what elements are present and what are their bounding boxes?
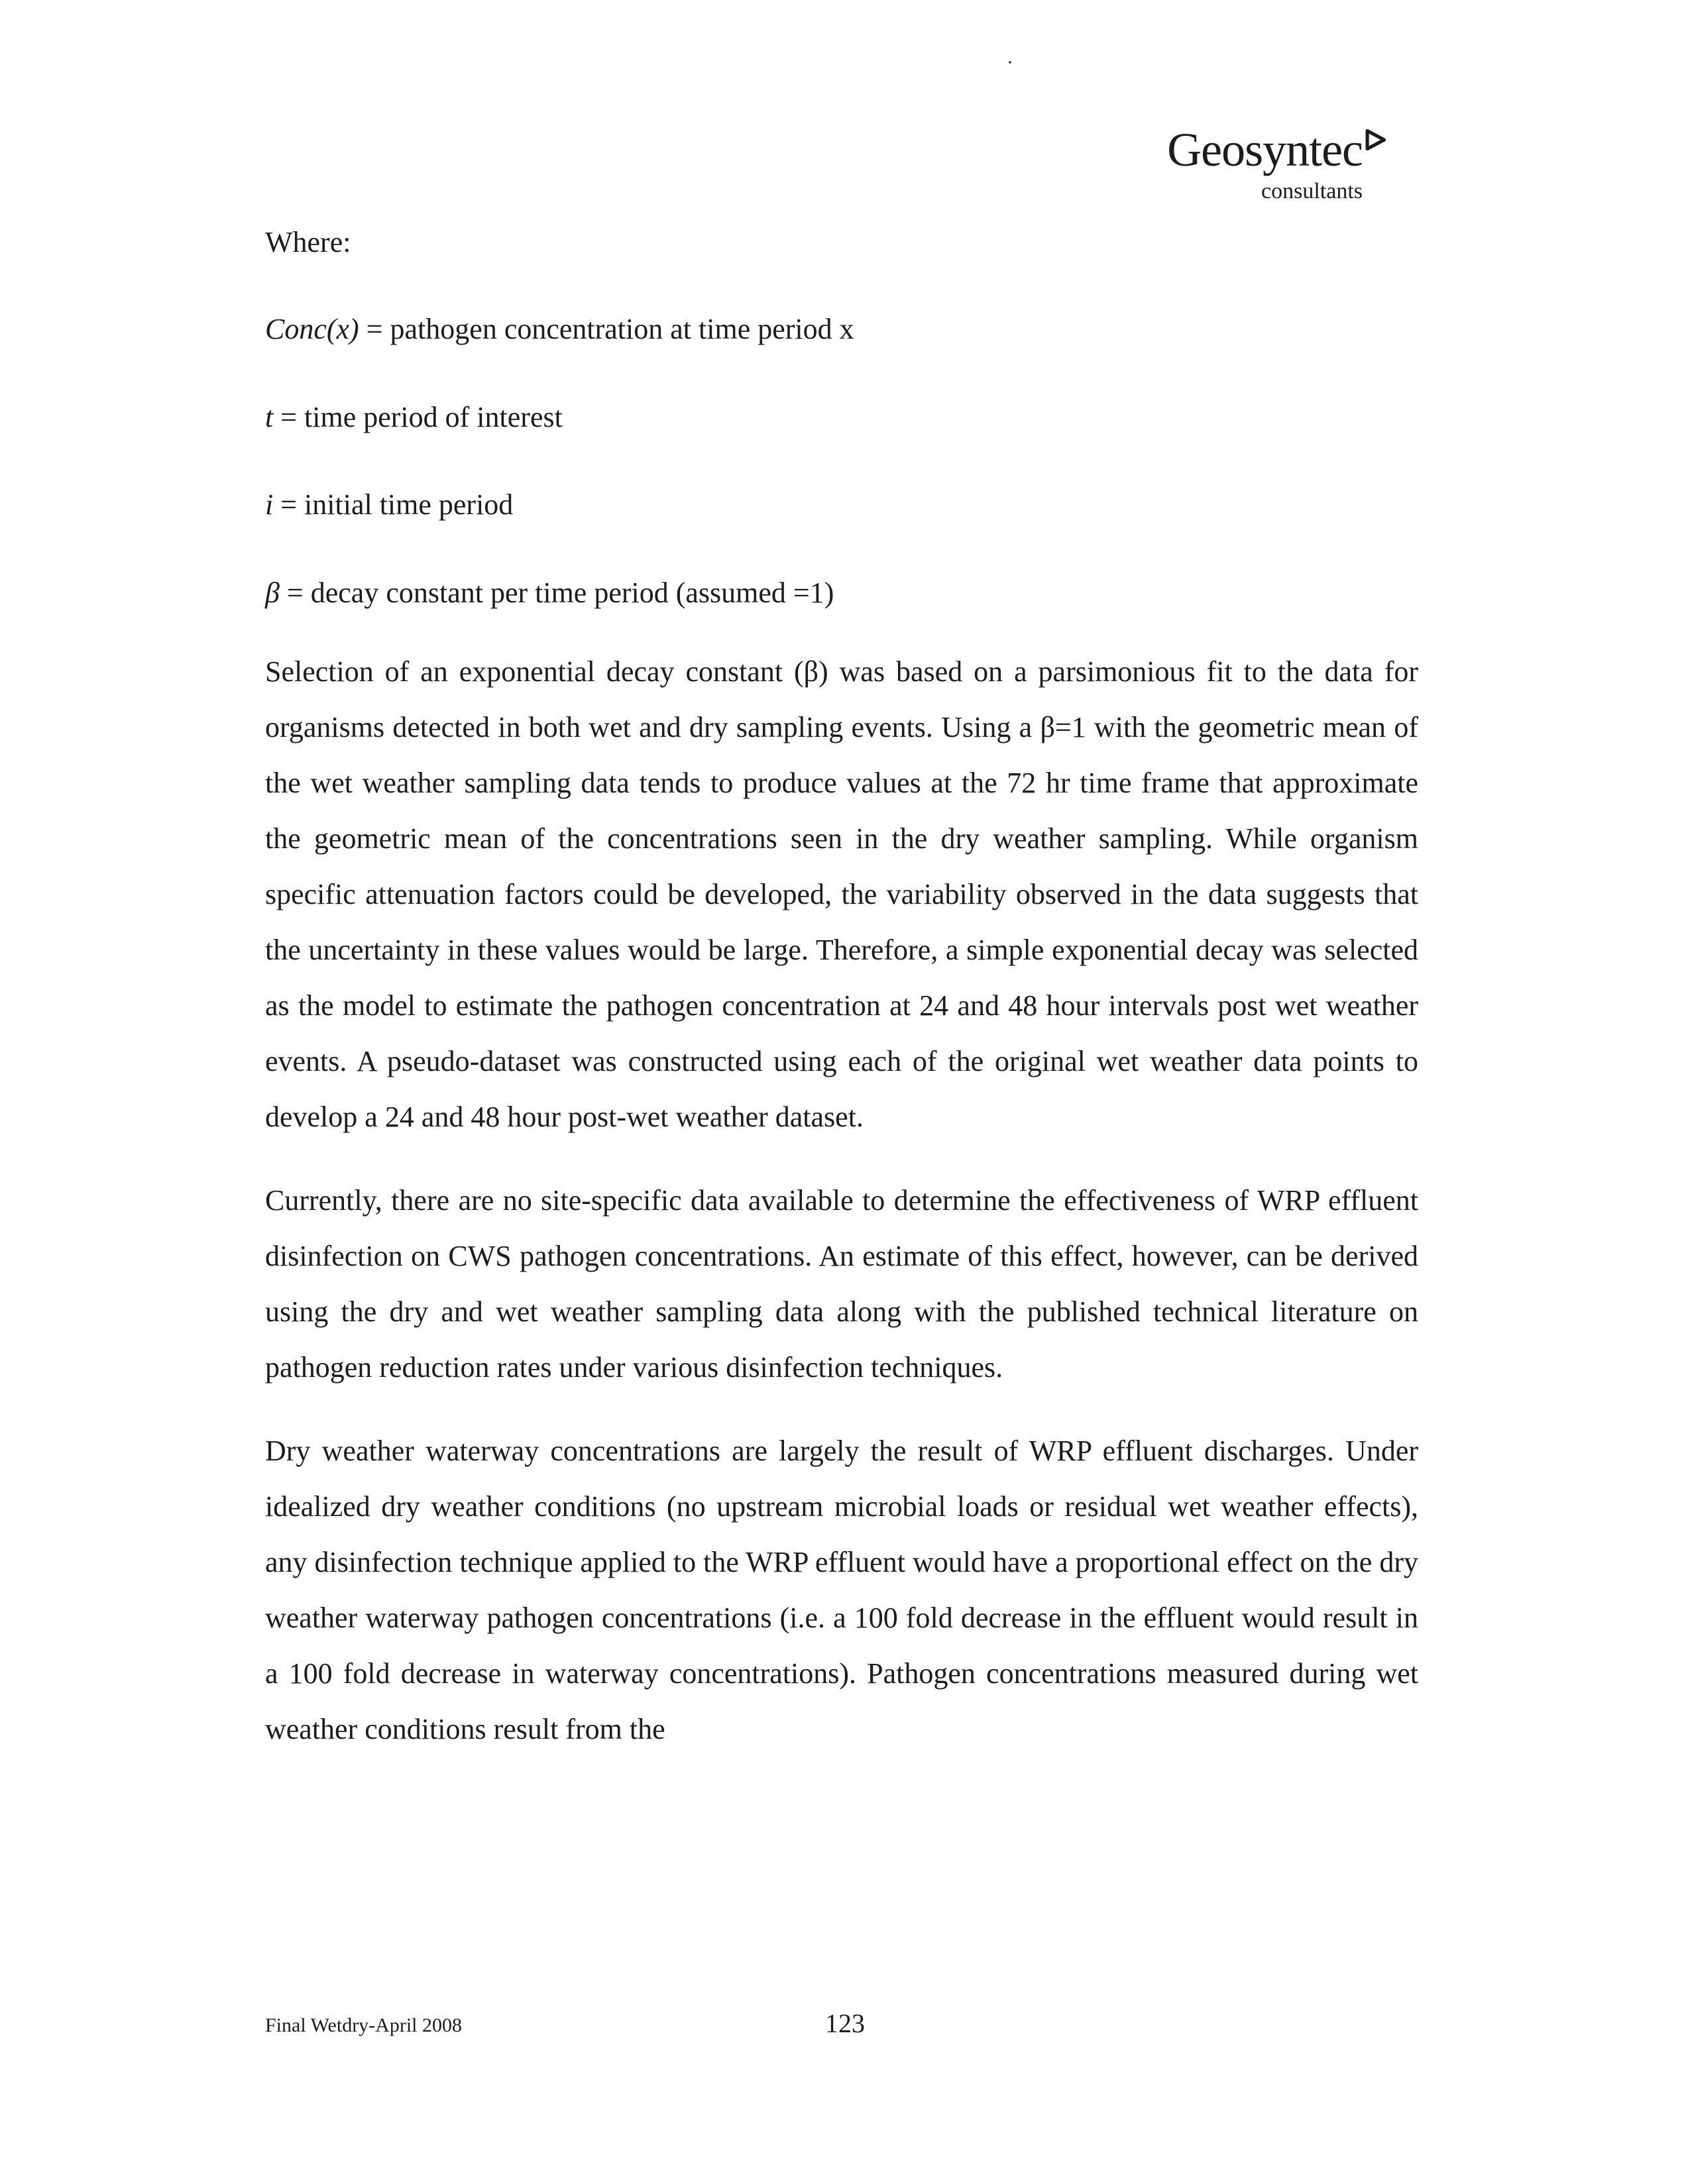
definition-conc (265, 312, 1418, 347)
definition-t (265, 400, 1418, 435)
logo-name-text: Geosyntec (1167, 123, 1363, 176)
definition-text: = pathogen concentration at time period x (359, 312, 854, 345)
definition-symbol: β (265, 576, 280, 610)
definition-symbol: i (265, 488, 274, 521)
definition-beta (265, 576, 1418, 611)
definition-symbol: t (265, 400, 274, 433)
paragraph-disinfection-effect: Currently, there are no site-specific data available to determine the effectiveness of WRP effluent disinfection on CWS pathogen concentrations. An estimate of this effect, however, can be derived using the dry and wet weather sampling data along with the published technical literature on pathogen reduction rates under various disinfection techniques. (265, 1183, 1418, 1384)
triangle-play-icon (1364, 129, 1386, 151)
paragraph-dry-weather: Dry weather waterway concentrations are largely the result of WRP effluent discharges. Under idealized dry weather conditions (no upstream microbial loads or residual wet weather effects), any disinfection technique applied to the WRP effluent would have a proportional effect on the dry weather waterway pathogen concentrations (i.e. a 100 fold decrease in the effluent would result in a 100 fold decrease in waterway concentrations). Pathogen concentrations measured during wet weather conditions result from the (265, 1434, 1418, 1745)
page-number: 123 (825, 2008, 865, 2038)
logo-subtitle: consultants (1261, 179, 1363, 203)
definition-i (265, 488, 1418, 523)
scan-speck (1009, 61, 1011, 64)
where-label: Where: (265, 226, 351, 258)
logo-wordmark (1167, 123, 1386, 176)
footer-document-title: Final Wetdry-April 2008 (265, 2014, 462, 2036)
paragraph-decay-constant: Selection of an exponential decay constant (β) was based on a parsimonious fit to the data for organisms detected in both wet and dry sampling events. Using a β=1 with the geometric mean of the wet weather sampling data tends to produce values at the 72 hr time frame that approximate the geometric mean of the concentrations seen in the dry weather sampling. While organism specific attenuation factors could be developed, the variability observed in the data suggests that the uncertainty in these values would be large. Therefore, a simple exponential decay was selected as the model to estimate the pathogen concentration at 24 and 48 hour intervals post wet weather events. A pseudo-dataset was constructed using each of the original wet weather data points to develop a 24 and 48 hour post-wet weather dataset. (265, 655, 1418, 1133)
company-logo (1167, 123, 1386, 204)
definition-text: = time period of interest (273, 400, 563, 433)
definition-text: = initial time period (273, 488, 514, 521)
definition-symbol: Conc(x) (265, 312, 359, 345)
definition-text: = decay constant per time period (assumed =1) (279, 576, 834, 610)
document-body (265, 225, 1418, 1785)
